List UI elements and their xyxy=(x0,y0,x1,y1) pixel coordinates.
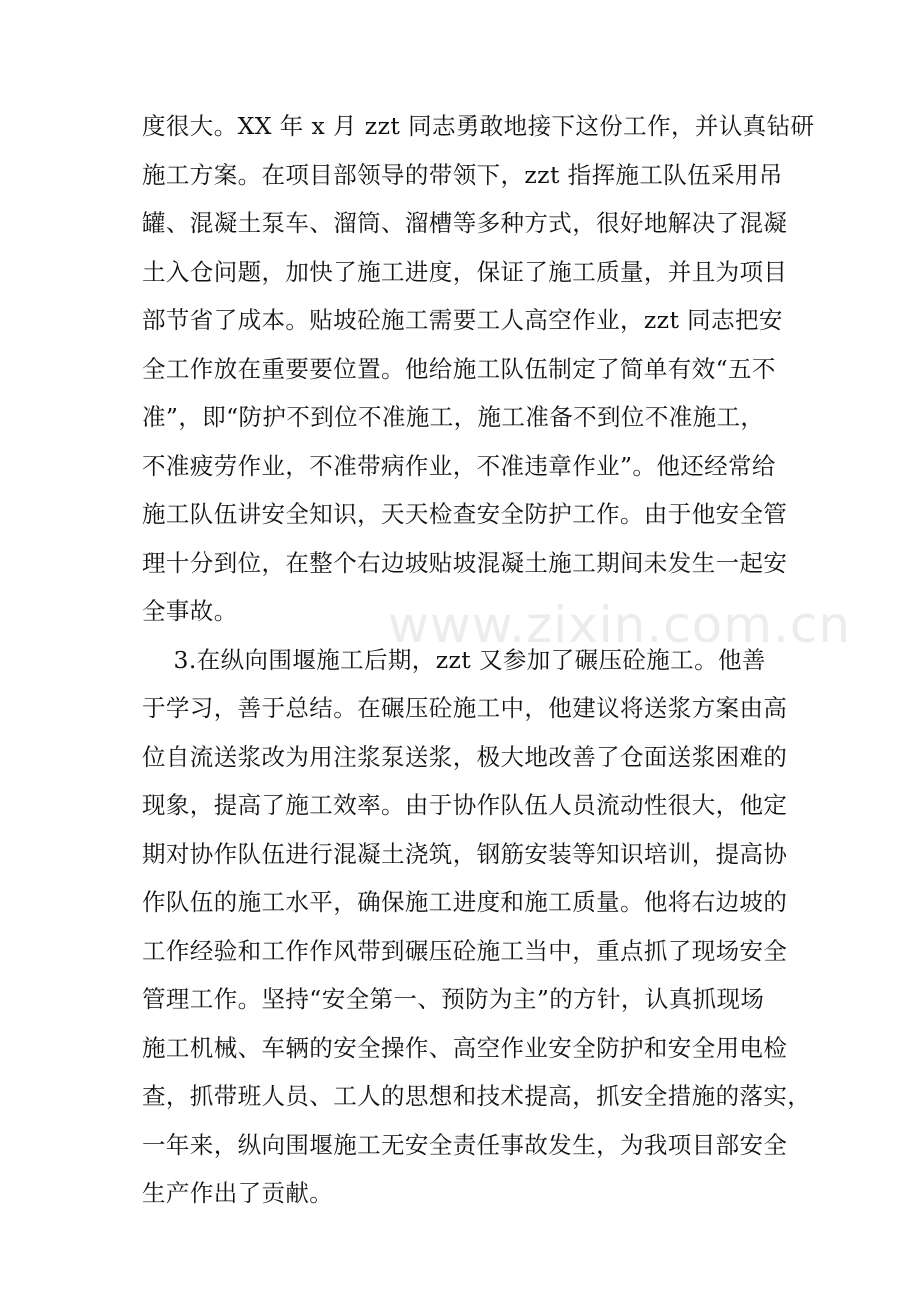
text-line: 施工方案。在项目部领导的带领下，zzt 指挥施工队伍采用吊 xyxy=(142,160,783,189)
text-line: 作队伍的施工水平，确保施工进度和施工质量。他将右边坡的 xyxy=(142,888,788,916)
text-line: 施工机械、车辆的安全操作、高空作业安全防护和安全用电检 xyxy=(142,1033,788,1062)
text-line: 现象，提高了施工效率。由于协作队伍人员流动性很大，他定 xyxy=(142,791,788,819)
text-line: 位自流送浆改为用注浆泵送浆，极大地改善了仓面送浆困难的 xyxy=(142,742,788,771)
body-text xyxy=(142,102,815,1218)
text-line: 度很大。XX 年 x 月 zzt 同志勇敢地接下这份工作，并认真钻研 xyxy=(142,112,815,140)
text-line: 于学习，善于总结。在碾压砼施工中，他建议将送浆方案由高 xyxy=(142,694,788,722)
text-line: 土入仓问题，加快了施工进度，保证了施工质量，并且为项目 xyxy=(142,257,788,286)
text-line: 施工队伍讲安全知识，天天检查安全防护工作。由于他安全管 xyxy=(142,500,788,528)
text-line: 查，抓带班人员、工人的思想和技术提高，抓安全措施的落实， xyxy=(142,1082,812,1110)
text-line: 准”，即“防护不到位不准施工，施工准备不到位不准施工， xyxy=(142,403,765,431)
watermark: www.zixin.com.cn xyxy=(388,596,852,654)
text-line: 管理工作。坚持“安全第一、预防为主”的方针，认真抓现场 xyxy=(142,985,765,1013)
text-line: 期对协作队伍进行混凝土浇筑，钢筋安装等知识培训，提高协 xyxy=(142,839,788,868)
text-line: 部节省了成本。贴坡砼施工需要工人高空作业，zzt 同志把安 xyxy=(142,306,783,334)
text-line: 工作经验和工作作风带到碾压砼施工当中，重点抓了现场安全 xyxy=(142,936,788,965)
text-line: 全工作放在重要要位置。他给施工队伍制定了简单有效“五不 xyxy=(142,354,776,383)
text-line: 一年来，纵向围堰施工无安全责任事故发生，为我项目部安全 xyxy=(142,1130,788,1159)
text-line: 理十分到位，在整个右边坡贴坡混凝土施工期间未发生一起安 xyxy=(142,548,788,577)
text-line: 不准疲劳作业，不准带病作业，不准违章作业”。他还经常给 xyxy=(142,451,776,480)
text-line: 3.在纵向围堰施工后期，zzt 又参加了碾压砼施工。他善 xyxy=(142,645,766,674)
text-line: 罐、混凝土泵车、溜筒、溜槽等多种方式，很好地解决了混凝 xyxy=(142,209,788,237)
text-line: 全事故。 xyxy=(142,597,238,625)
text-line: 生产作出了贡献。 xyxy=(142,1179,334,1207)
